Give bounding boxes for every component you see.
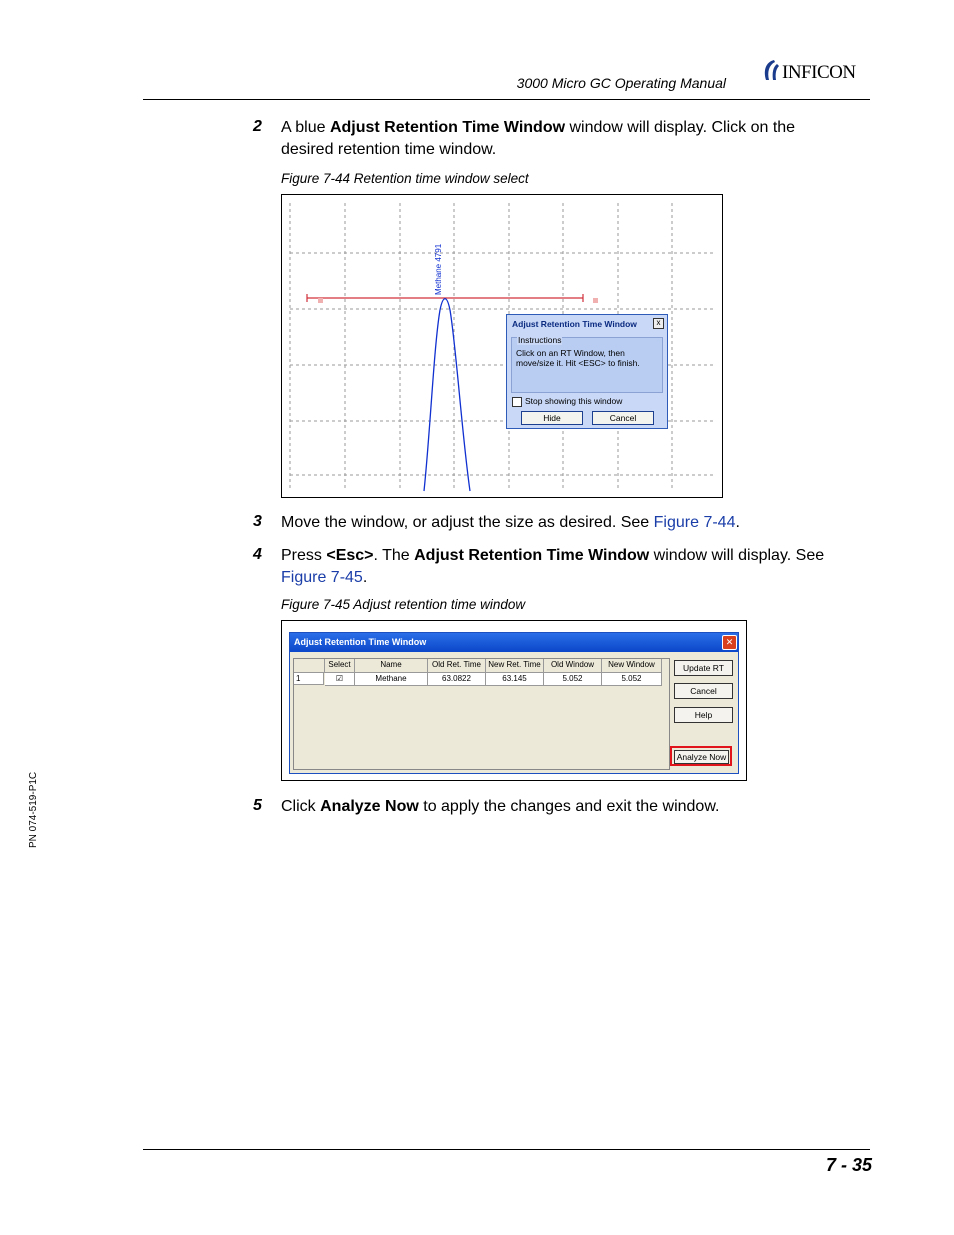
rt-table (293, 658, 670, 770)
step-4-esc: <Esc> (326, 547, 374, 564)
hide-button[interactable]: Hide (521, 411, 583, 425)
help-button[interactable]: Help (674, 707, 733, 723)
step-4-text-c: window will display. See (649, 547, 825, 564)
instruction-line-1: Click on an RT Window, then (516, 348, 625, 358)
col-header-name[interactable]: Name (355, 659, 428, 673)
cancel-button[interactable]: Cancel (674, 683, 733, 699)
popup-title: Adjust Retention Time Window (512, 319, 637, 329)
col-header-select[interactable]: Select (325, 659, 355, 673)
popup-cancel-button[interactable]: Cancel (592, 411, 654, 425)
header-rule (143, 99, 870, 100)
figure-7-44-link[interactable]: Figure 7-44 (653, 514, 736, 531)
update-rt-button[interactable]: Update RT (674, 660, 733, 676)
row-old-ret-time: 63.0822 (428, 673, 486, 686)
figure-45 (281, 620, 747, 781)
dialog-titlebar (290, 633, 738, 652)
step-4-text-d: . (362, 569, 368, 586)
dialog-title: Adjust Retention Time Window (294, 637, 427, 647)
figure-45-caption: Figure 7-45 Adjust retention time window (281, 597, 526, 612)
step-3-text-a: Move the window, or adjust the size as desired. See (281, 514, 654, 531)
step-4-number: 4 (253, 546, 262, 563)
row-index: 1 (294, 673, 324, 685)
page-number: 7 - 35 (825, 1155, 872, 1175)
step-5-text-b: to apply the changes and exit the window. (418, 798, 720, 815)
col-header-new-window[interactable]: New Window (602, 659, 662, 673)
rt-window-handle-left (318, 298, 323, 303)
adjust-rt-popup (506, 314, 668, 429)
step-4-bold: Adjust Retention Time Window (414, 547, 650, 564)
col-header-new-ret-time[interactable]: New Ret. Time (486, 659, 544, 673)
figure-44 (281, 194, 723, 498)
manual-title: 3000 Micro GC Operating Manual (516, 75, 726, 91)
step-2-number: 2 (253, 118, 262, 135)
step-5-text (281, 796, 871, 818)
col-header-old-window[interactable]: Old Window (544, 659, 602, 673)
row-new-ret-time[interactable]: 63.145 (486, 673, 544, 686)
figure-7-45-link[interactable]: Figure 7-45 (281, 569, 363, 586)
logo-text: INFICON (782, 62, 856, 83)
row-select-checkbox[interactable]: ☑ (325, 673, 355, 686)
instructions-group (511, 337, 663, 393)
step-4-text-a: Press (281, 547, 327, 564)
step-2-text (281, 117, 871, 161)
footer-rule (143, 1149, 870, 1150)
step-3-text-b: . (735, 514, 740, 531)
step-2-text-c: desired retention time window. (281, 141, 497, 158)
step-2-bold: Adjust Retention Time Window (329, 119, 566, 136)
step-4-text (281, 545, 871, 589)
step-2-text-a: A blue (281, 119, 330, 136)
part-number: PN 074-519-P1C (28, 771, 39, 848)
instruction-line-2: move/size it. Hit <ESC> to finish. (516, 358, 640, 368)
methane-peak (424, 299, 470, 491)
stop-showing-checkbox[interactable] (512, 397, 522, 407)
instructions-label: Instructions (518, 335, 562, 345)
col-header-index (294, 659, 325, 673)
step-3-text (281, 512, 871, 534)
step-3-number: 3 (253, 513, 262, 530)
step-5-text-a: Click (281, 798, 321, 815)
logo-mark-icon (760, 58, 782, 84)
col-header-old-ret-time[interactable]: Old Ret. Time (428, 659, 486, 673)
rt-window-handle-right (593, 298, 598, 303)
step-5-bold: Analyze Now (320, 798, 419, 815)
analyze-now-button[interactable]: Analyze Now (674, 750, 729, 764)
popup-close-button[interactable]: x (653, 318, 664, 329)
step-4-text-b: . The (373, 547, 415, 564)
step-5-number: 5 (253, 797, 262, 814)
peak-label: Methane 4791 (434, 243, 443, 295)
inficon-logo (760, 58, 875, 84)
figure-44-caption: Figure 7-44 Retention time window select (281, 171, 529, 186)
step-2-text-b: window will display. Click on the (565, 119, 796, 136)
row-new-window[interactable]: 5.052 (602, 673, 662, 686)
dialog-close-icon[interactable]: ✕ (722, 635, 737, 650)
adjust-rt-dialog (289, 632, 739, 774)
stop-showing-label: Stop showing this window (525, 396, 623, 406)
row-name: Methane (355, 673, 428, 686)
row-old-window: 5.052 (544, 673, 602, 686)
